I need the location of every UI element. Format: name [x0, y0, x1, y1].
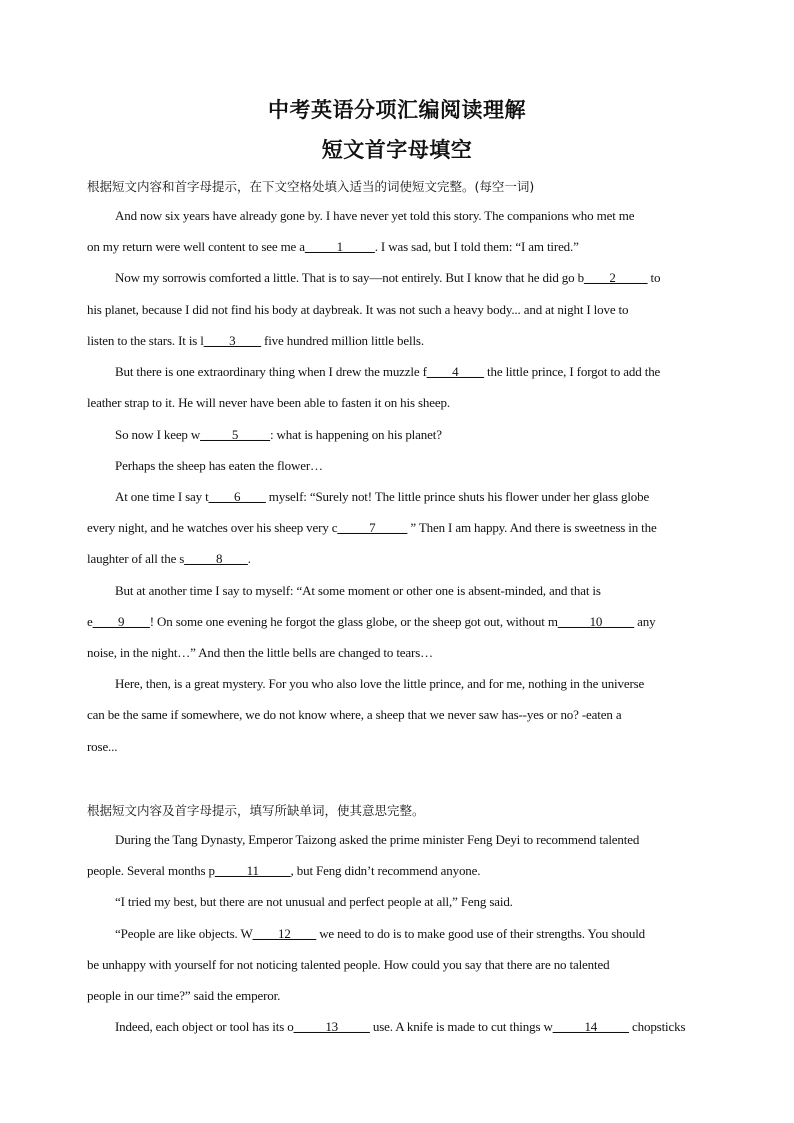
line-text: Now my sorrowis comforted a little. That is to say—not entirely. But I know that he did go b — [115, 270, 584, 285]
passage-line — [87, 707, 621, 723]
fill-blank[interactable]: _____5_____ — [200, 427, 270, 442]
line-text: . — [247, 551, 251, 566]
line-text: But at another time I say to myself: “At some moment or other one is absent-minded, and that is — [115, 583, 601, 598]
section1-instruction: 根据短文内容和首字母提示，在下文空格处填入适当的词使短文完整。(每空一词) — [87, 179, 535, 194]
line-text: on my return were well content to see me a — [87, 239, 305, 254]
document-title: 中考英语分项汇编阅读理解 — [268, 98, 526, 122]
passage-line — [115, 270, 660, 286]
passage-line — [87, 395, 450, 411]
passage-line — [115, 458, 323, 474]
line-text: the little prince, I forgot to add the — [483, 364, 661, 379]
passage-line — [115, 427, 442, 443]
line-text: people in our time?” said the emperor. — [87, 988, 281, 1003]
line-text: noise, in the night…” And then the little bells are changed to tears… — [87, 645, 433, 660]
line-text: During the Tang Dynasty, Emperor Taizong asked the prime minister Feng Deyi to recommend talented — [115, 832, 640, 847]
line-text: laughter of all the s — [87, 551, 185, 566]
line-text: e — [87, 614, 93, 629]
fill-blank[interactable]: ____6____ — [208, 489, 266, 504]
fill-blank[interactable]: _____8____ — [184, 551, 248, 566]
fill-blank[interactable]: ____3____ — [203, 333, 261, 348]
line-text: rose... — [87, 739, 118, 754]
line-text: . I was sad, but I told them: “I am tired.” — [374, 239, 579, 254]
passage-line — [87, 739, 117, 755]
line-text: to — [647, 270, 661, 285]
line-text: listen to the stars. It is l — [87, 333, 204, 348]
line-text: myself: “Surely not! The little prince shuts his flower under her glass globe — [265, 489, 650, 504]
line-text: At one time I say t — [115, 489, 209, 504]
fill-blank[interactable]: _____13_____ — [293, 1019, 370, 1034]
line-text: any — [634, 614, 656, 629]
fill-blank[interactable]: _____11_____ — [214, 863, 291, 878]
line-text: his planet, because I did not find his body at daybreak. It was not such a heavy body... and at night I love to — [87, 302, 629, 317]
passage-line — [87, 863, 480, 879]
section2-instruction: 根据短文内容及首字母提示，填写所缺单词，使其意思完整。 — [87, 803, 425, 818]
document-subtitle: 短文首字母填空 — [321, 138, 473, 162]
fill-blank[interactable]: _____14_____ — [552, 1019, 629, 1034]
passage-line — [87, 520, 657, 536]
line-text: Perhaps the sheep has eaten the flower… — [115, 458, 323, 473]
line-text: So now I keep w — [115, 427, 201, 442]
line-text: ! On some one evening he forgot the glass globe, or the sheep got out, without m — [149, 614, 558, 629]
fill-blank[interactable]: ____4____ — [426, 364, 484, 379]
passage-line — [115, 1019, 685, 1035]
line-text: we need to do is to make good use of their strengths. You should — [316, 926, 646, 941]
passage-line — [87, 551, 251, 567]
fill-blank[interactable]: _____1_____ — [304, 239, 375, 254]
passage-line — [87, 988, 280, 1004]
line-text: people. Several months p — [87, 863, 215, 878]
fill-blank[interactable]: _____7_____ — [337, 520, 408, 535]
passage-line — [115, 208, 634, 224]
passage-line — [115, 832, 639, 848]
line-text: “People are like objects. W — [115, 926, 253, 941]
line-text: chopsticks — [628, 1019, 686, 1034]
line-text: Indeed, each object or tool has its o — [115, 1019, 294, 1034]
line-text: Here, then, is a great mystery. For you who also love the little prince, and for me, nothing in the universe — [115, 676, 645, 691]
passage-line — [87, 645, 433, 661]
passage-line — [87, 957, 609, 973]
line-text: five hundred million little bells. — [260, 333, 424, 348]
line-text: But there is one extraordinary thing when I drew the muzzle f — [115, 364, 427, 379]
line-text: ” Then I am happy. And there is sweetness in the — [407, 520, 657, 535]
fill-blank[interactable]: ____12____ — [252, 926, 317, 941]
line-text: leather strap to it. He will never have been able to fasten it on his sheep. — [87, 395, 450, 410]
passage-line — [87, 614, 655, 630]
passage-line — [115, 926, 645, 942]
line-text: , but Feng didn’t recommend anyone. — [290, 863, 481, 878]
line-text: be unhappy with yourself for not noticing talented people. How could you say that there are no talented — [87, 957, 610, 972]
passage-line — [87, 302, 628, 318]
line-text: every night, and he watches over his sheep very c — [87, 520, 338, 535]
line-text: “I tried my best, but there are not unusual and perfect people at all,” Feng said. — [115, 894, 513, 909]
passage-line — [115, 894, 513, 910]
line-text: use. A knife is made to cut things w — [369, 1019, 553, 1034]
fill-blank[interactable]: ____2_____ — [583, 270, 648, 285]
fill-blank[interactable]: ____9____ — [92, 614, 150, 629]
passage-line — [115, 364, 660, 380]
passage-line — [87, 333, 424, 349]
passage-line — [115, 676, 644, 692]
line-text: And now six years have already gone by. I have never yet told this story. The companions who met me — [115, 208, 635, 223]
passage-line — [87, 239, 579, 255]
line-text: : what is happening on his planet? — [270, 427, 442, 442]
passage-line — [115, 489, 649, 505]
line-text: can be the same if somewhere, we do not know where, a sheep that we never saw has--yes or no? -eaten a — [87, 707, 622, 722]
passage-line — [115, 583, 601, 599]
fill-blank[interactable]: _____10_____ — [557, 614, 635, 629]
